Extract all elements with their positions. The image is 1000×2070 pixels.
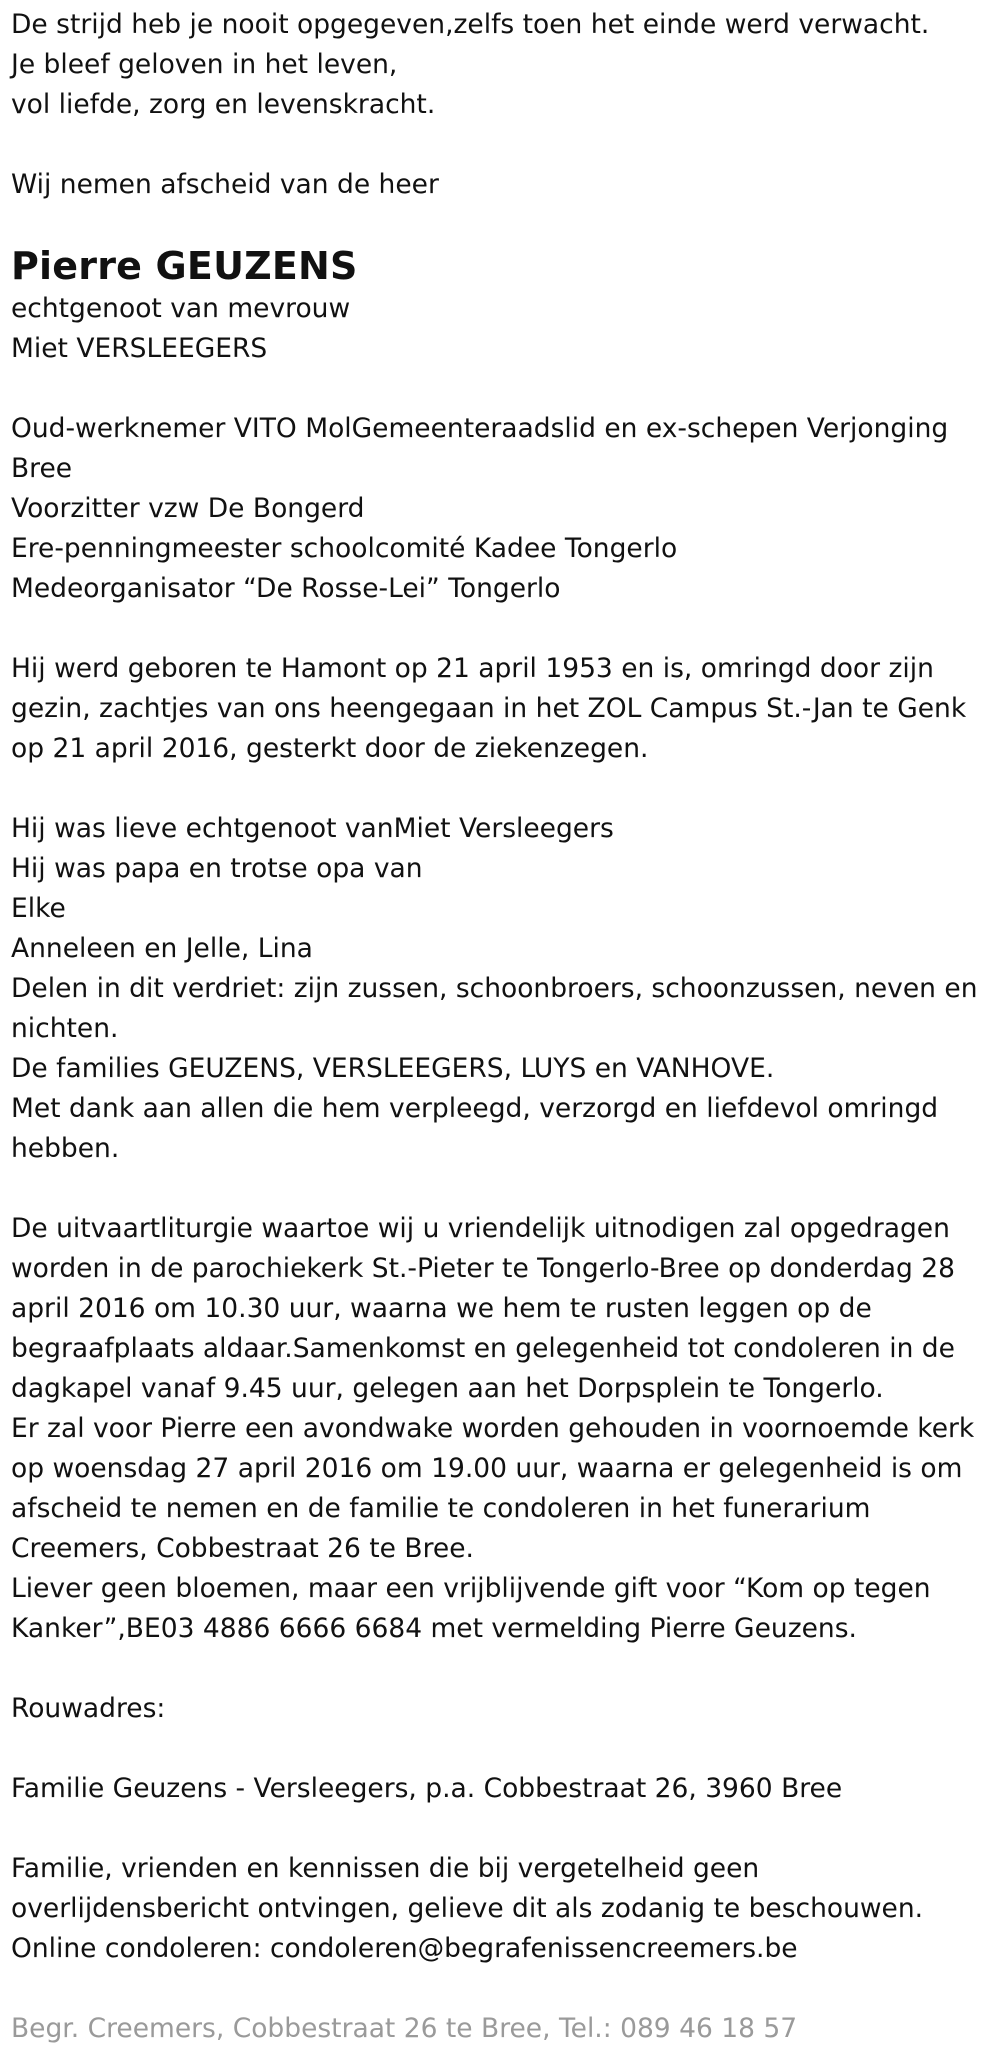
function-line: Ere-penningmeester schoolcomité Kadee Tongerlo — [11, 533, 678, 564]
paragraph-line: afscheid te nemen en de familie te condoleren in het funerarium — [11, 1493, 871, 1524]
function-line: Oud-werknemer VITO MolGemeenteraadslid en ex-schepen Verjonging — [11, 413, 949, 444]
poem-line: Je bleef geloven in het leven, — [11, 49, 398, 80]
spacer — [11, 609, 990, 649]
family-paragraph — [11, 809, 990, 1169]
paragraph-line: april 2016 om 10.30 uur, waarna we hem te rusten leggen op de — [11, 1293, 872, 1324]
paragraph-line: gezin, zachtjes van ons heengegaan in het ZOL Campus St.-Jan te Genk — [11, 693, 967, 724]
paragraph-line: Er zal voor Pierre een avondwake worden gehouden in voornoemde kerk — [11, 1413, 975, 1444]
birth-death-paragraph — [11, 649, 990, 769]
paragraph-line: De families GEUZENS, VERSLEEGERS, LUYS en VANHOVE. — [11, 1053, 775, 1084]
function-line: Medeorganisator “De Rosse-Lei” Tongerlo — [11, 573, 561, 604]
paragraph-line: Hij was papa en trotse opa van — [11, 853, 423, 884]
spouse-line: Miet VERSLEEGERS — [11, 333, 268, 364]
poem-line: vol liefde, zorg en levenskracht. — [11, 89, 436, 120]
paragraph-line: begraafplaats aldaar.Samenkomst en gelegenheid tot condoleren in de — [11, 1333, 955, 1364]
paragraph-line: Delen in dit verdriet: zijn zussen, schoonbroers, schoonzussen, neven en — [11, 973, 978, 1004]
function-line: Bree — [11, 453, 73, 484]
paragraph-line: Elke — [11, 893, 66, 924]
deceased-name: Pierre GEUZENS — [11, 244, 358, 288]
paragraph-line: nichten. — [11, 1013, 119, 1044]
spacer — [11, 205, 990, 243]
spacer — [11, 1649, 990, 1689]
paragraph-line: Kanker”,BE03 4886 6666 6684 met vermelding Pierre Geuzens. — [11, 1613, 857, 1644]
condolence-email-line: Online condoleren: condoleren@begrafenissencreemers.be — [11, 1933, 798, 1964]
paragraph-line: Hij werd geboren te Hamont op 21 april 1953 en is, omringd door zijn — [11, 653, 934, 684]
spacer — [11, 769, 990, 809]
paragraph-line: Anneleen en Jelle, Lina — [11, 933, 313, 964]
spacer — [11, 1169, 990, 1209]
poem — [11, 5, 990, 125]
spacer — [11, 369, 990, 409]
paragraph-line: De uitvaartliturgie waartoe wij u vriendelijk uitnodigen zal opgedragen — [11, 1213, 950, 1244]
paragraph-line: Liever geen bloemen, maar een vrijblijvende gift voor “Kom op tegen — [11, 1573, 931, 1604]
mourning-address: Familie Geuzens - Versleegers, p.a. Cobbestraat 26, 3960 Bree — [11, 1773, 843, 1804]
paragraph-line: op woensdag 27 april 2016 om 19.00 uur, waarna er gelegenheid is om — [11, 1453, 963, 1484]
spacer — [11, 1729, 990, 1769]
paragraph-line: op 21 april 2016, gesterkt door de ziekenzegen. — [11, 733, 649, 764]
intro-text: Wij nemen afscheid van de heer — [11, 169, 439, 200]
paragraph-line: worden in de parochiekerk St.-Pieter te Tongerlo-Bree op donderdag 28 — [11, 1253, 955, 1284]
paragraph-line: dagkapel vanaf 9.45 uur, gelegen aan het Dorpsplein te Tongerlo. — [11, 1373, 884, 1404]
function-line: Voorzitter vzw De Bongerd — [11, 493, 365, 524]
functions-list — [11, 409, 990, 609]
funeral-home-footer: Begr. Creemers, Cobbestraat 26 te Bree, Tel.: 089 46 18 57 — [11, 2013, 798, 2044]
spacer — [11, 1969, 990, 2009]
paragraph-line: overlijdensbericht ontvingen, gelieve dit als zodanig te beschouwen. — [11, 1893, 924, 1924]
poem-line: De strijd heb je nooit opgegeven,zelfs toen het einde werd verwacht. — [11, 9, 930, 40]
closing-paragraph — [11, 1849, 990, 1969]
address-label: Rouwadres: — [11, 1693, 166, 1724]
paragraph-line: Familie, vrienden en kennissen die bij vergetelheid geen — [11, 1853, 760, 1884]
spacer — [11, 1809, 990, 1849]
paragraph-line: hebben. — [11, 1133, 120, 1164]
ceremony-paragraph — [11, 1209, 990, 1649]
paragraph-line: Hij was lieve echtgenoot vanMiet Versleegers — [11, 813, 614, 844]
spouse-line: echtgenoot van mevrouw — [11, 293, 351, 324]
paragraph-line: Creemers, Cobbestraat 26 te Bree. — [11, 1533, 474, 1564]
paragraph-line: Met dank aan allen die hem verpleegd, verzorgd en liefdevol omringd — [11, 1093, 939, 1124]
spacer — [11, 125, 990, 165]
